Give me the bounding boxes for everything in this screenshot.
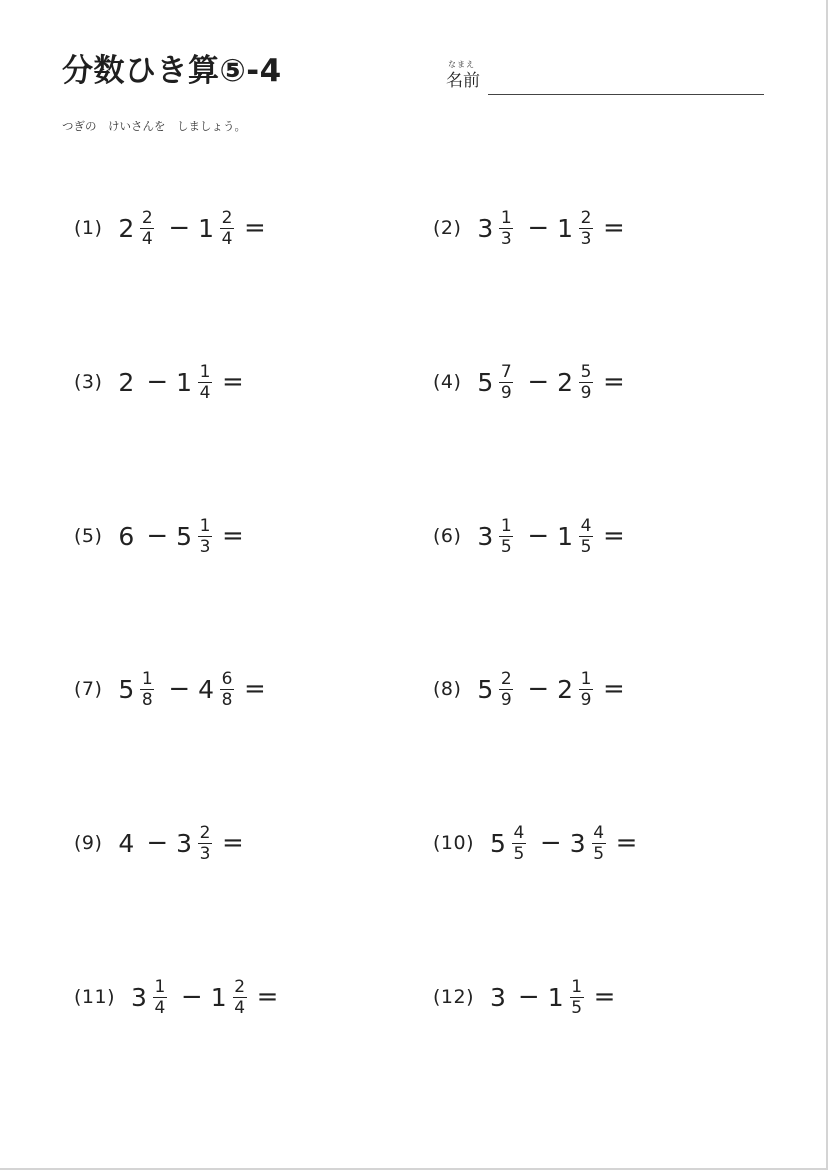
whole-number: 5	[118, 674, 135, 704]
numerator: 1	[154, 976, 166, 997]
equals-sign: =	[222, 828, 244, 858]
numerator: 1	[141, 668, 153, 689]
denominator: 4	[141, 228, 153, 249]
whole-number: 5	[477, 674, 494, 704]
minus-sign: −	[527, 367, 550, 397]
fraction	[499, 363, 513, 402]
whole-number: 2	[118, 213, 135, 243]
numerator: 7	[500, 361, 512, 382]
minus-sign: −	[168, 674, 191, 704]
problem-number: (10)	[433, 832, 475, 854]
fraction	[570, 978, 584, 1017]
minus-sign: −	[146, 521, 169, 551]
minus-sign: −	[517, 982, 540, 1012]
whole-number: 3	[477, 521, 494, 551]
denominator: 9	[500, 382, 512, 403]
fraction	[499, 670, 513, 709]
problem-item	[74, 202, 266, 254]
denominator: 9	[500, 689, 512, 710]
denominator: 4	[234, 997, 246, 1018]
problem-item	[433, 817, 637, 869]
equals-sign: =	[603, 367, 625, 397]
numerator: 1	[580, 668, 592, 689]
whole-number: 2	[118, 367, 135, 397]
denominator: 4	[221, 228, 233, 249]
numerator: 4	[580, 515, 592, 536]
numerator: 5	[580, 361, 592, 382]
fraction	[198, 824, 212, 863]
problem-number: (12)	[433, 986, 475, 1008]
whole-number: 6	[118, 521, 135, 551]
whole-number: 3	[131, 982, 147, 1012]
minus-sign: −	[527, 213, 550, 243]
fraction	[140, 670, 154, 709]
denominator: 4	[199, 382, 211, 403]
fraction	[592, 824, 606, 863]
problem-item	[433, 356, 625, 408]
whole-number: 5	[176, 521, 193, 551]
whole-number: 1	[547, 982, 564, 1012]
fraction	[153, 978, 167, 1017]
minus-sign: −	[527, 674, 550, 704]
denominator: 3	[500, 228, 512, 249]
whole-number: 4	[118, 828, 135, 858]
problem-item	[74, 971, 278, 1023]
problem-item	[74, 817, 244, 869]
problem-number: (6)	[433, 525, 462, 547]
denominator: 3	[580, 228, 592, 249]
problem-number: (2)	[433, 217, 462, 239]
fraction	[579, 363, 593, 402]
problem-item	[433, 202, 625, 254]
instruction-text: つぎの けいさんを しましょう。	[62, 119, 246, 133]
numerator: 1	[500, 515, 512, 536]
whole-number: 3	[477, 213, 494, 243]
fraction	[140, 209, 154, 248]
denominator: 5	[513, 843, 525, 864]
whole-number: 1	[210, 982, 227, 1012]
minus-sign: −	[180, 982, 203, 1012]
whole-number: 1	[557, 213, 574, 243]
numerator: 4	[593, 822, 605, 843]
name-field	[446, 60, 766, 98]
whole-number: 5	[490, 828, 506, 858]
fraction	[198, 517, 212, 556]
denominator: 5	[571, 997, 583, 1018]
fraction	[220, 670, 234, 709]
whole-number: 3	[490, 982, 506, 1012]
equals-sign: =	[256, 982, 279, 1012]
problem-number: (11)	[74, 986, 116, 1008]
name-label: 名前	[446, 71, 480, 91]
denominator: 5	[500, 536, 512, 557]
numerator: 2	[500, 668, 512, 689]
problem-item	[74, 510, 244, 562]
fraction	[198, 363, 212, 402]
problem-number: (1)	[74, 217, 103, 239]
problem-item	[433, 510, 625, 562]
problem-item	[74, 356, 244, 408]
denominator: 9	[580, 382, 592, 403]
numerator: 2	[221, 207, 233, 228]
denominator: 5	[580, 536, 592, 557]
problem-item	[433, 663, 625, 715]
whole-number: 4	[198, 674, 215, 704]
denominator: 3	[199, 536, 211, 557]
equals-sign: =	[593, 982, 616, 1012]
fraction	[579, 517, 593, 556]
minus-sign: −	[539, 828, 562, 858]
whole-number: 3	[176, 828, 193, 858]
minus-sign: −	[146, 367, 169, 397]
problem-number: (4)	[433, 371, 462, 393]
minus-sign: −	[168, 213, 191, 243]
problem-number: (3)	[74, 371, 103, 393]
numerator: 2	[199, 822, 211, 843]
numerator: 6	[221, 668, 233, 689]
page-title: 分数ひき算⑤-4	[62, 53, 282, 89]
numerator: 1	[571, 976, 583, 997]
problem-number: (7)	[74, 678, 103, 700]
denominator: 8	[221, 689, 233, 710]
equals-sign: =	[603, 674, 625, 704]
numerator: 4	[513, 822, 525, 843]
equals-sign: =	[603, 213, 625, 243]
fraction	[499, 517, 513, 556]
equals-sign: =	[244, 674, 266, 704]
fraction	[499, 209, 513, 248]
denominator: 9	[580, 689, 592, 710]
numerator: 2	[234, 976, 246, 997]
equals-sign: =	[222, 521, 244, 551]
denominator: 5	[593, 843, 605, 864]
minus-sign: −	[527, 521, 550, 551]
whole-number: 5	[477, 367, 494, 397]
fraction	[512, 824, 526, 863]
problem-number: (9)	[74, 832, 103, 854]
minus-sign: −	[146, 828, 169, 858]
whole-number: 2	[557, 674, 574, 704]
whole-number: 1	[176, 367, 193, 397]
whole-number: 1	[198, 213, 215, 243]
name-ruby: なまえ	[448, 60, 475, 69]
name-writing-line[interactable]	[488, 94, 764, 95]
whole-number: 2	[557, 367, 574, 397]
fraction	[579, 209, 593, 248]
problem-number: (5)	[74, 525, 103, 547]
fraction	[233, 978, 247, 1017]
whole-number: 3	[569, 828, 586, 858]
numerator: 2	[580, 207, 592, 228]
denominator: 4	[154, 997, 166, 1018]
numerator: 1	[199, 361, 211, 382]
denominator: 3	[199, 843, 211, 864]
numerator: 1	[500, 207, 512, 228]
equals-sign: =	[244, 213, 266, 243]
numerator: 2	[141, 207, 153, 228]
problem-item	[433, 971, 615, 1023]
fraction	[579, 670, 593, 709]
problem-number: (8)	[433, 678, 462, 700]
numerator: 1	[199, 515, 211, 536]
whole-number: 1	[557, 521, 574, 551]
equals-sign: =	[615, 828, 638, 858]
denominator: 8	[141, 689, 153, 710]
problem-item	[74, 663, 266, 715]
fraction	[220, 209, 234, 248]
equals-sign: =	[603, 521, 625, 551]
equals-sign: =	[222, 367, 244, 397]
